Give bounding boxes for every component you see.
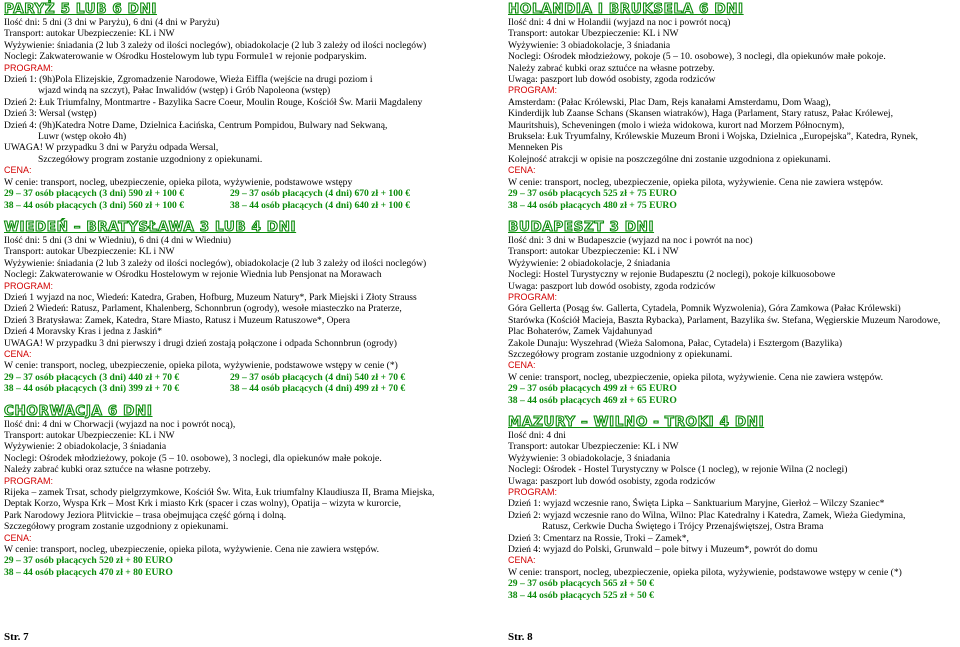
cena-text: W cenie: transport, nocleg, ubezpieczenie, opieka pilota, wyżywienie, podstawowe wstępy [4, 176, 353, 188]
cena-label: CENA: [508, 360, 536, 371]
program-line: Park Narodowy Jeziora Plitvickie – trasa obejmująca część górną i dolną. [4, 509, 287, 521]
program-label: PROGRAM: [4, 475, 54, 486]
price-row: 38 – 44 osób płacących 470 zł + 80 EURO [4, 566, 173, 578]
page-number: Str. 8 [508, 631, 533, 643]
program-line: Kolejność atrakcji w opisie na poszczególne dni zostanie uzgodniona z opiekunami. [508, 153, 831, 165]
program-label: PROGRAM: [508, 291, 558, 302]
price-cell: 29 – 37 osób płacących (3 dni) 440 zł + 70 € [4, 371, 180, 383]
price-cell: 38 – 44 osób płacących (4 dni) 499 zł + 70 € [230, 383, 406, 395]
program-line: Dzień 4 Moravsky Kras i jedna z Jaskiń* [4, 326, 162, 338]
section-budapeszt [508, 220, 956, 406]
cena-label: CENA: [4, 532, 32, 543]
section-title: CHORWACJA 6 DNI [4, 402, 153, 419]
price-row [4, 383, 474, 394]
price-row [4, 372, 474, 383]
right-column [508, 2, 956, 601]
price-cell: 38 – 44 osób płacących (3 dni) 560 zł + 100 € [4, 199, 185, 211]
section-title: BUDAPESZT 3 DNI [508, 218, 655, 235]
program-line: Dzień 2 Wiedeń: Ratusz, Parlament, Khalenberg, Schonnbrun (ogrody), wesołe miasteczko na Praterze, [4, 303, 402, 315]
program-line: Dzień 1: (9h)Pola Elizejskie, Zgromadzenie Narodowe, Wieża Eiffla (wejście na drugi poziom i [4, 74, 373, 86]
program-label: PROGRAM: [508, 85, 558, 96]
cena-text: W cenie: transport, nocleg, ubezpieczenie, opieka pilota, wyżywienie. Cena nie zawiera wstępów. [508, 371, 884, 383]
price-row: 29 – 37 osób płacących 520 zł + 80 EURO [4, 555, 173, 567]
section-chorwacja [4, 404, 474, 579]
cena-text: W cenie: transport, nocleg, ubezpieczenie, opieka pilota, wyżywienie, podstawowe wstępy w cenie (*) [4, 360, 398, 372]
section-paryz [4, 2, 474, 211]
info-line: Należy zabrać kubki oraz sztućce na własne potrzeby. [508, 62, 715, 74]
section-title: WIEDEŃ – BRATYSŁAWA 3 LUB 4 DNI [4, 218, 297, 235]
info-line: Transport: autokar Ubezpieczenie: KL i NW [508, 441, 679, 453]
info-line: Noclegi: Ośrodek młodzieżowy, pokoje (5 – 10. osobowe), 3 noclegi, dla opiekunów małe pokoje. [508, 51, 886, 63]
info-line: Ilość dni: 4 dni w Chorwacji (wyjazd na noc i powrót nocą), [4, 418, 236, 430]
info-line: Należy zabrać kubki oraz sztućce na własne potrzeby. [4, 464, 211, 476]
section-title: HOLANDIA I BRUKSELA 6 DNI [508, 1, 744, 17]
section-title: PARYŻ 5 LUB 6 DNI [4, 1, 158, 17]
program-line: Bruksela: Łuk Tryumfalny, Królewskie Muzeum Broni i Wojska, Dzielnica „Europejska”, Katedra, Rynek, [508, 131, 918, 143]
cena-text: W cenie: transport, nocleg, ubezpieczenie, opieka pilota, wyżywienie. Cena nie zawiera wstępów. [508, 176, 884, 188]
cena-label: CENA: [508, 165, 536, 176]
program-line: Zakole Dunaju: Wyszehrad (Wieża Salomona, Pałac, Cytadela) i Esztergom (Bazylika) [508, 337, 843, 349]
price-row: 29 – 37 osób płacących 565 zł + 50 € [508, 578, 654, 590]
program-line: Ratusz, Cerkwie Ducha Świętego i Trójcy Przenajświętszej, Ostra Brama [542, 521, 824, 533]
info-line: Wyżywienie: śniadania (2 lub 3 zależy od ilości noclegów), obiadokolacje (2 lub 3 zależy od ilości noclegów) [4, 257, 427, 269]
info-line: Wyżywienie: śniadania (2 lub 3 zależy od ilości noclegów), obiadokolacje (2 lub 3 zależy od ilości noclegów) [4, 39, 427, 51]
program-line: Szczegółowy program zostanie uzgodniony z opiekunami. [4, 521, 229, 533]
info-line: Wyżywienie: 3 obiadokolacje, 3 śniadania [508, 452, 671, 464]
info-line: Noclegi: Ośrodek młodzieżowy, pokoje (5 – 10. osobowe), 3 noclegi, dla opiekunów małe pokoje. [4, 452, 382, 464]
cena-text: W cenie: transport, nocleg, ubezpieczenie, opieka pilota, wyżywienie, podstawowe wstępy w cenie (*) [508, 566, 902, 578]
program-line: Menneken Pis [508, 142, 563, 154]
price-row: 38 – 44 osób płacących 525 zł + 50 € [508, 589, 654, 601]
program-line: Dzień 3: Wersal (wstęp) [4, 108, 97, 120]
price-cell: 38 – 44 osób płacących (3 dni) 399 zł + 70 € [4, 383, 180, 395]
info-line: Ilość dni: 5 dni (3 dni w Wiedniu), 6 dni (4 dni w Wiedniu) [4, 234, 231, 246]
program-label: PROGRAM: [4, 62, 54, 73]
cena-label: CENA: [4, 165, 32, 176]
info-line: Noclegi: Zakwaterowanie w Ośrodku Hostelowym w rejonie Wiednia lub Pensjonat na Morawach [4, 269, 382, 281]
program-label: PROGRAM: [508, 487, 558, 498]
section-mazury [508, 415, 956, 601]
price-cell: 29 – 37 osób płacących (3 dni) 590 zł + 100 € [4, 188, 185, 200]
cena-text: W cenie: transport, nocleg, ubezpieczenie, opieka pilota, wyżywienie. Cena nie zawiera wstępów. [4, 544, 380, 556]
price-cell: 29 – 37 osób płacących (4 dni) 670 zł + 100 € [230, 188, 411, 200]
program-line: Dzień 1 wyjazd na noc, Wiedeń: Katedra, Graben, Hofburg, Muzeum Natury*, Park Miejski i Złoty Strauss [4, 291, 417, 303]
info-line: Uwaga: paszport lub dowód osobisty, zgoda rodziców [508, 475, 716, 487]
program-line: Mauritshuis), Scheveningen (molo i wieża widokowa, kurort nad Morzem Północnym), [508, 119, 845, 131]
program-line: wjazd windą na szczyt), Pałac Inwalidów (wstęp) i Grób Napoleona (wstęp) [38, 85, 331, 97]
price-row: 38 – 44 osób płacących 469 zł + 65 EURO [508, 394, 677, 406]
info-line: Transport: autokar Ubezpieczenie: KL i NW [508, 246, 679, 258]
info-line: Transport: autokar Ubezpieczenie: KL i NW [4, 246, 175, 258]
program-line: Amsterdam: (Pałac Królewski, Plac Dam, Rejs kanałami Amsterdamu, Dom Waag), [508, 96, 831, 108]
info-line: Transport: autokar Ubezpieczenie: KL i NW [4, 28, 175, 40]
section-wieden [4, 220, 474, 395]
info-line: Ilość dni: 4 dni [508, 430, 566, 441]
left-column [4, 2, 474, 578]
cena-label: CENA: [4, 348, 32, 359]
price-cell: 38 – 44 osób płacących (4 dni) 640 zł + 100 € [230, 199, 411, 211]
program-line: Dzień 4: (9h)Katedra Notre Dame, Dzielnica Łacińska, Centrum Pompidou, Bulwary nad Sekwaną, [4, 119, 388, 131]
info-line: Wyżywienie: 3 obiadokolacje, 3 śniadania [508, 39, 671, 51]
program-line: Góra Gellerta (Posąg św. Gallerta, Cytadela, Pomnik Wyzwolenia), Góra Zamkowa (Pałac Królewski) [508, 303, 901, 315]
program-line: UWAGA! W przypadku 3 dni w Paryżu odpada Wersal, [4, 142, 219, 154]
info-line: Transport: autokar Ubezpieczenie: KL i NW [508, 28, 679, 40]
program-line: Dzień 3: Cmentarz na Rossie, Troki – Zamek*, [508, 532, 689, 544]
program-line: Szczegółowy program zostanie uzgodniony z opiekunami. [38, 153, 263, 165]
info-line: Wyżywienie: 2 obiadokolacje, 2 śniadania [508, 257, 671, 269]
page-number: Str. 7 [4, 631, 29, 643]
program-line: Dzień 3 Bratysława: Zamek, Katedra, Stare Miasto, Ratusz i Muzeum Ratuszowe*, Opera [4, 314, 351, 326]
section-title: MAZURY – WILNO - TROKI 4 DNI [508, 414, 765, 430]
info-line: Noclegi: Hostel Turystyczny w rejonie Budapesztu (2 noclegi), pokoje kilkuosobowe [508, 269, 836, 281]
program-line: Starówka (Kościół Macieja, Baszta Rybacka), Parlament, Bazylika św. Stefana, Węgierskie Muzeum Narodowe, [508, 314, 941, 326]
program-line: Dzień 2: Łuk Triumfalny, Montmartre - Bazylika Sacre Coeur, Moulin Rouge, Kościół Św. Marii Magdaleny [4, 96, 423, 108]
info-line: Wyżywienie: 2 obiadokolacje, 3 śniadania [4, 441, 167, 453]
info-line: Ilość dni: 3 dni w Budapeszcie (wyjazd na noc i powrót na noc) [508, 234, 753, 246]
program-line: Plac Bohaterów, Zamek Vajdahunyad [508, 326, 653, 338]
info-line: Uwaga: paszport lub dowód osobisty, zgoda rodziców [508, 280, 716, 292]
price-row: 38 – 44 osób płacących 480 zł + 75 EURO [508, 199, 677, 211]
program-line: Dzień 1: wyjazd wczesnie rano, Święta Lipka – Sanktuarium Maryjne, Gierłoż – Wilczy Szaniec* [508, 498, 885, 510]
info-line: Ilość dni: 5 dni (3 dni w Paryżu), 6 dni (4 dni w Paryżu) [4, 17, 220, 28]
program-line: Szczegółowy program zostanie uzgodniony z opiekunami. [508, 348, 733, 360]
program-line: Deptak Korzo, Wyspa Krk – Most Krk i miasto Krk (spacer i czas wolny), Opatija – wizyta w kurorcie, [4, 498, 402, 510]
info-line: Noclegi: Zakwaterowanie w Ośrodku Hostelowym lub typu Formule1 w rejonie podparyskim. [4, 51, 367, 63]
program-line: Kinderdijk lub Zaanse Schans (Skansen wiatraków), Haga (Parlament, Stary ratusz, Pałac Królewej, [508, 108, 893, 120]
price-cell: 29 – 37 osób płacących (4 dni) 540 zł + 70 € [230, 371, 406, 383]
program-line: Luwr (wstęp około 4h) [38, 131, 127, 143]
price-row: 29 – 37 osób płacących 525 zł + 75 EURO [508, 188, 677, 200]
cena-label: CENA: [508, 555, 536, 566]
program-line: Rijeka – zamek Trsat, schody pielgrzymkowe, Kościół Św. Wita, Łuk triumfalny Klaudiusza II, Brama Miejska, [4, 487, 435, 499]
program-line: UWAGA! W przypadku 3 dni pierwszy i drugi dzień zostają połączone i odpada Schonnbrun (ogrody) [4, 337, 397, 349]
program-line: Dzień 4: wyjazd do Polski, Grunwald – pole bitwy i Muzeum*, powrót do domu [508, 544, 818, 556]
program-label: PROGRAM: [4, 280, 54, 291]
program-line: Dzień 2: wyjazd wczesnie rano do Wilna, Wilno: Plac Katedralny i Katedra, Zamek, Wieża Giedymina, [508, 509, 906, 521]
info-line: Noclegi: Ośrodek - Hostel Turystyczny w Polsce (1 nocleg), w rejonie Wilna (2 noclegi) [508, 464, 848, 476]
price-row [4, 188, 474, 199]
price-row: 29 – 37 osób płacących 499 zł + 65 EURO [508, 383, 677, 395]
info-line: Ilość dni: 4 dni w Holandii (wyjazd na noc i powrót nocą) [508, 17, 731, 28]
section-holandia [508, 2, 956, 211]
info-line: Transport: autokar Ubezpieczenie: KL i NW [4, 430, 175, 441]
price-row [4, 200, 474, 211]
info-line: Uwaga: paszport lub dowód osobisty, zgoda rodziców [508, 74, 716, 86]
